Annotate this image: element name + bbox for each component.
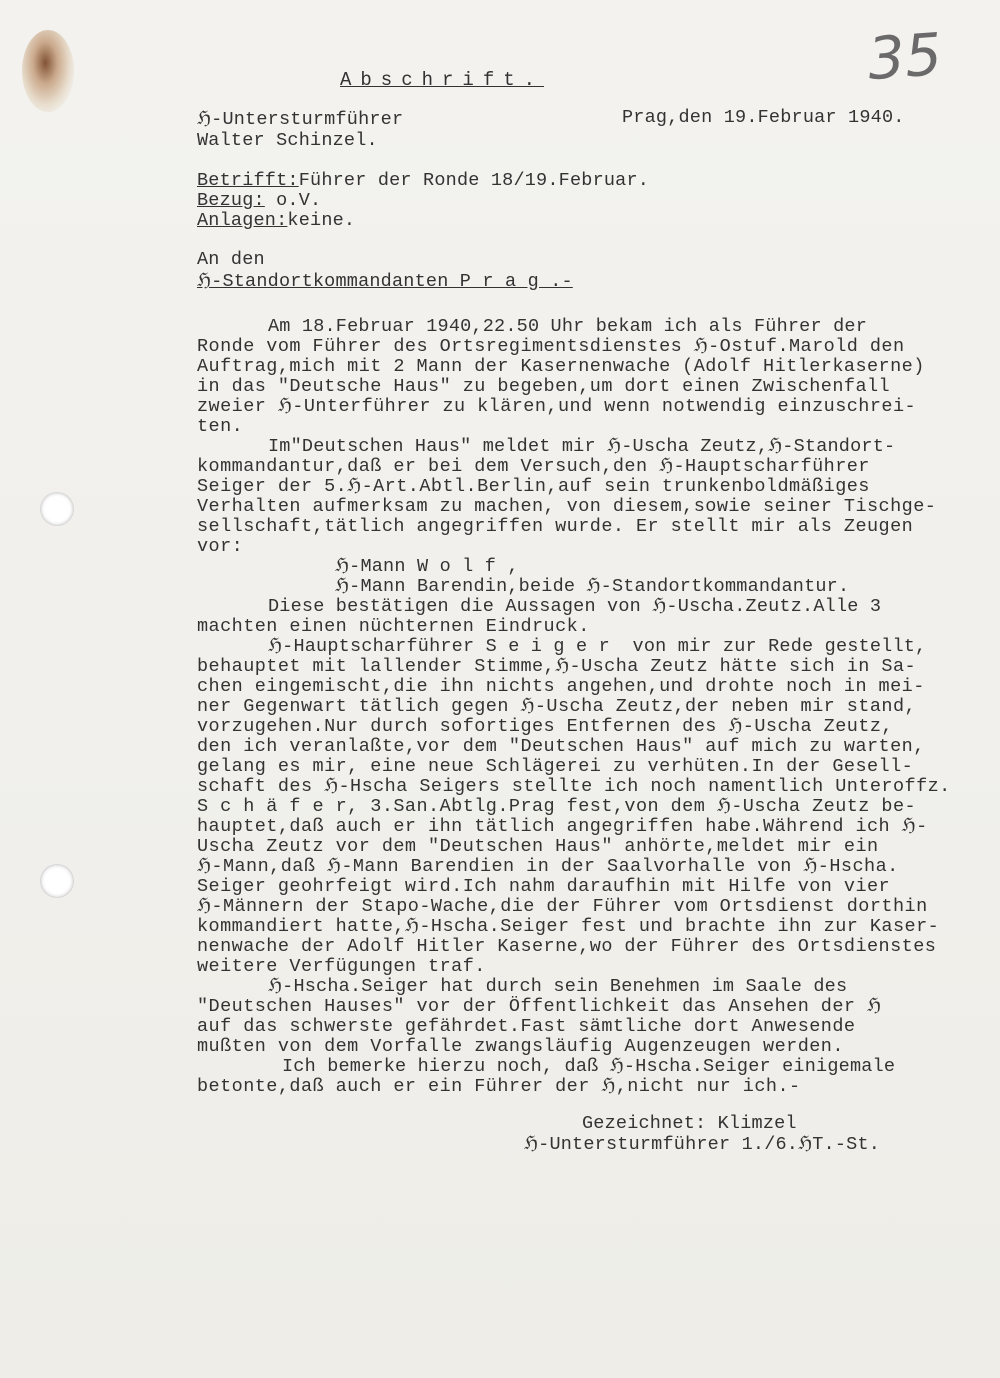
- signature-line-1: Gezeichnet: Klimzel: [582, 1113, 797, 1134]
- body-line: schaft des ℌ-Hscha Seigers stellte ich noch namentlich Unteroffz.: [197, 776, 951, 797]
- body-line: ℌ-Hscha.Seiger hat durch sein Benehmen im Saale des: [268, 976, 848, 997]
- subject-label: Betrifft:: [197, 170, 299, 191]
- place-date: Prag,den 19.Februar 1940.: [622, 107, 905, 128]
- body-line: zweier ℌ-Unterführer zu klären,und wenn notwendig einzuschrei-: [197, 396, 917, 417]
- body-line: weitere Verfügungen traf.: [197, 956, 486, 977]
- body-line: ℌ-Hauptscharführer S e i g e r von mir zur Rede gestellt,: [268, 636, 927, 657]
- body-line: Diese bestätigen die Aussagen von ℌ-Uscha.Zeutz.Alle 3: [268, 596, 882, 617]
- body-line: ℌ-Männern der Stapo-Wache,die der Führer vom Ortsdienst dorthin: [197, 896, 928, 917]
- punch-hole-upper: [40, 492, 74, 526]
- addressee-line-2: ℌ-Standortkommandanten P r a g .-: [197, 271, 573, 292]
- body-line: hauptet,daß auch er ihn tätlich angegriffen habe.Während ich ℌ-: [197, 816, 928, 837]
- body-line: machten einen nüchternen Eindruck.: [197, 616, 590, 637]
- body-line: ten.: [197, 416, 244, 437]
- body-line: betonte,daß auch er ein Führer der ℌ,nicht nur ich.-: [197, 1076, 801, 1097]
- reference-value: o.V.: [264, 190, 322, 211]
- sender-name: Walter Schinzel.: [197, 130, 378, 151]
- body-line: vorzugehen.Nur durch sofortiges Entfernen des ℌ-Uscha Zeutz,: [197, 716, 893, 737]
- signature-line-2: ℌ-Untersturmführer 1./6.ℌT.-St.: [524, 1134, 881, 1155]
- body-line: ℌ-Mann,daß ℌ-Mann Barendien in der Saalvorhalle von ℌ-Hscha.: [197, 856, 899, 877]
- handwritten-page-number: 35: [865, 20, 945, 94]
- body-line: gelang es mir, eine neue Schlägerei zu verhüten.In der Gesell-: [197, 756, 914, 777]
- body-line: Uscha Zeutz vor dem "Deutschen Haus" anhörte,meldet mir ein: [197, 836, 879, 857]
- body-line: den ich veranlaßte,vor dem "Deutschen Haus" auf mich zu warten,: [197, 736, 925, 757]
- witness-1: ℌ-Mann W o l f ,: [335, 556, 519, 577]
- body-line: sellschaft,tätlich angegriffen wurde. Er stellt mir als Zeugen: [197, 516, 914, 537]
- attachments-label: Anlagen:: [197, 210, 288, 231]
- document-title: Abschrift.: [340, 69, 545, 91]
- body-line: behauptet mit lallender Stimme,ℌ-Uscha Zeutz hätte sich in Sa-: [197, 656, 917, 677]
- body-line: kommandantur,daß er bei dem Versuch,den ℌ-Hauptscharführer: [197, 456, 870, 477]
- body-line: vor:: [197, 536, 244, 557]
- reference-label: Bezug:: [197, 190, 265, 211]
- subject-line: [197, 171, 649, 191]
- body-line: chen eingemischt,die ihn nichts angehen,und drohte noch in mei-: [197, 676, 925, 697]
- witness-2: ℌ-Mann Barendin,beide ℌ-Standortkommandantur.: [335, 576, 850, 597]
- body-line: Seiger geohrfeigt wird.Ich nahm daraufhin mit Hilfe von vier: [197, 876, 891, 897]
- body-line: mußten von dem Vorfalle zwangsläufig Augenzeugen werden.: [197, 1036, 844, 1057]
- body-line: Verhalten aufmerksam zu machen, von diesem,sowie seiner Tischge-: [197, 496, 937, 517]
- body-line: Ich bemerke hierzu noch, daß ℌ-Hscha.Seiger einigemale: [282, 1056, 896, 1077]
- punch-hole-lower: [40, 864, 74, 898]
- body-line: Ronde vom Führer des Ortsregimentsdienstes ℌ-Ostuf.Marold den: [197, 336, 905, 357]
- body-line: S c h ä f e r, 3.San.Abtlg.Prag fest,von dem ℌ-Uscha Zeutz be-: [197, 796, 917, 817]
- body-line: ner Gegenwart tätlich gegen ℌ-Uscha Zeutz,der neben mir stand,: [197, 696, 917, 717]
- body-line: auf das schwerste gefährdet.Fast sämtliche dort Anwesende: [197, 1016, 856, 1037]
- body-line: kommandiert hatte,ℌ-Hscha.Seiger fest und brachte ihn zur Kaser-: [197, 916, 940, 937]
- reference-line: [197, 191, 321, 211]
- sender-rank: ℌ-Untersturmführer: [197, 109, 404, 130]
- body-line: Auftrag,mich mit 2 Mann der Kasernenwache (Adolf Hitlerkaserne): [197, 356, 925, 377]
- body-line: "Deutschen Hauses" vor der Öffentlichkeit das Ansehen der ℌ: [197, 996, 882, 1017]
- subject-value: Führer der Ronde 18/19.Februar.: [298, 170, 650, 191]
- rust-stain: [22, 30, 74, 112]
- addressee-line-1: An den: [197, 249, 265, 270]
- body-line: Am 18.Februar 1940,22.50 Uhr bekam ich als Führer der: [268, 316, 867, 337]
- body-line: nenwache der Adolf Hitler Kaserne,wo der Führer des Ortsdienstes: [197, 936, 937, 957]
- attachments-value: keine.: [287, 210, 356, 231]
- body-line: Seiger der 5.ℌ-Art.Abtl.Berlin,auf sein trunkenboldmäßiges: [197, 476, 870, 497]
- body-line: Im"Deutschen Haus" meldet mir ℌ-Uscha Zeutz,ℌ-Standort-: [268, 436, 896, 457]
- body-line: in das "Deutsche Haus" zu begeben,um dort einen Zwischenfall: [197, 376, 891, 397]
- attachments-line: [197, 211, 355, 231]
